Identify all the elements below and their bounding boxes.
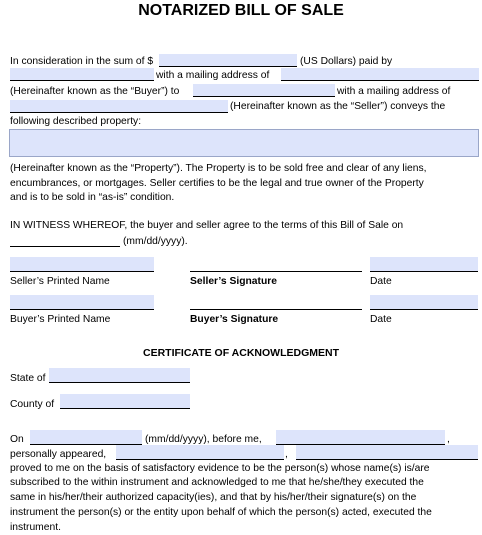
county-field[interactable]: [60, 394, 190, 409]
personally-appeared-text: personally appeared,: [10, 449, 107, 460]
buyer-printed-name-field[interactable]: [10, 295, 154, 310]
witness-date-field[interactable]: [10, 246, 120, 247]
state-label: State of: [10, 373, 46, 384]
notary-name-field[interactable]: [276, 430, 445, 445]
seller-date-field[interactable]: [370, 257, 478, 272]
buyer-printed-name-label: Buyer’s Printed Name: [10, 314, 111, 325]
county-label: County of: [10, 399, 55, 410]
seller-printed-name-field[interactable]: [10, 257, 154, 272]
date-format-text: (mm/dd/yyyy), before me,: [145, 434, 262, 445]
sum-field[interactable]: [159, 54, 297, 67]
cert-text-line-5: instrument.: [10, 522, 61, 533]
cert-text-line-2: subscribed to the within instrument and acknowledged to me that he/she/they executed the: [10, 477, 424, 488]
property-text-line-3: and is to be sold in “as-is” condition.: [10, 192, 175, 203]
comma-2: ,: [285, 449, 288, 460]
seller-name-field[interactable]: [193, 84, 335, 97]
witness-date-format: (mm/dd/yyyy).: [123, 236, 188, 247]
witness-text: IN WITNESS WHEREOF, the buyer and seller agree to the terms of this Bill of Sale on: [10, 220, 404, 231]
buyer-known-text: (Hereinafter known as the “Buyer”) to: [10, 86, 180, 97]
certificate-title: CERTIFICATE OF ACKNOWLEDGMENT: [143, 347, 339, 359]
property-text-line-2: encumbrances, or mortgages. Seller certifies to be the legal and true owner of the Property: [10, 178, 424, 189]
mailing-address-text-2: with a mailing address of: [337, 86, 451, 97]
appeared-person-field-2[interactable]: [296, 445, 478, 460]
seller-signature-label: Seller’s Signature: [190, 276, 277, 287]
acknowledgment-date-field[interactable]: [30, 430, 142, 445]
buyer-address-field[interactable]: [281, 68, 479, 81]
seller-address-field[interactable]: [10, 100, 228, 113]
property-intro-text: following described property:: [10, 116, 142, 127]
buyer-signature-label: Buyer’s Signature: [190, 314, 279, 325]
mailing-address-text-1: with a mailing address of: [156, 70, 270, 81]
seller-signature-field[interactable]: [190, 271, 362, 272]
comma-1: ,: [447, 434, 450, 445]
seller-known-text: (Hereinafter known as the “Seller”) conveys the: [230, 101, 446, 112]
document-title: NOTARIZED BILL OF SALE: [138, 2, 344, 19]
seller-date-label: Date: [370, 276, 392, 287]
cert-text-line-1: proved to me on the basis of satisfactory evidence to be the person(s) whose name(s) is/are: [10, 463, 430, 474]
state-field[interactable]: [49, 368, 190, 383]
buyer-name-field[interactable]: [10, 68, 154, 81]
property-text-line-1: (Hereinafter known as the “Property”). The Property is to be sold free and clear of any liens,: [10, 163, 427, 174]
buyer-date-label: Date: [370, 314, 392, 325]
buyer-date-field[interactable]: [370, 295, 478, 310]
appeared-person-field[interactable]: [116, 445, 284, 460]
cert-text-line-4: instrument the person(s) or the entity upon behalf of which the person(s) acted, executed the: [10, 507, 432, 518]
seller-printed-name-label: Seller’s Printed Name: [10, 276, 110, 287]
us-dollars-text: (US Dollars) paid by: [300, 56, 393, 67]
buyer-signature-field[interactable]: [190, 309, 362, 310]
property-description-field[interactable]: [9, 129, 479, 157]
consideration-text: In consideration in the sum of $: [10, 56, 154, 67]
on-label: On: [10, 434, 24, 445]
cert-text-line-3: same in his/her/their authorized capacity(ies), and that by his/her/their signature(s) on the: [10, 492, 417, 503]
